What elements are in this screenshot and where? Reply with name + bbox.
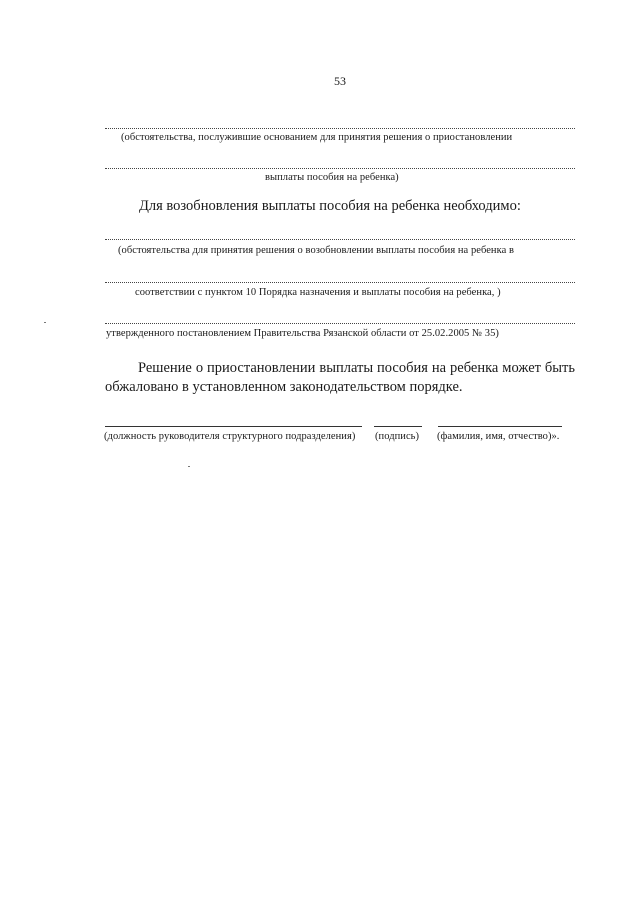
signature-position-line (105, 426, 362, 427)
fill-in-line-1 (105, 128, 575, 129)
caption-suspension-grounds: (обстоятельства, послужившие основанием для принятия решения о приостановлении (121, 132, 513, 143)
scan-speck (188, 466, 190, 467)
name-label: (фамилия, имя, отчество)». (437, 431, 560, 442)
caption-benefit-payment: выплаты пособия на ребенка) (265, 172, 399, 183)
scan-speck (44, 322, 46, 323)
fill-in-line-3 (105, 239, 575, 240)
resume-heading: Для возобновления выплаты пособия на ребенка необходимо: (139, 198, 521, 214)
fill-in-line-4 (105, 282, 575, 283)
appeal-line-1: Решение о приостановлении выплаты пособия на ребенка может быть (138, 360, 575, 376)
appeal-paragraph (105, 359, 575, 397)
caption-resume-grounds: (обстоятельства для принятия решения о возобновлении выплаты пособия на ребенка в (118, 245, 514, 256)
page-number: 53 (334, 74, 346, 88)
fill-in-line-2 (105, 168, 575, 169)
signature-label: (подпись) (375, 431, 420, 442)
position-label: (должность руководителя структурного подразделения) (104, 431, 356, 442)
caption-decree-reference: утвержденного постановлением Правительства Рязанской области от 25.02.2005 № 35) (106, 328, 499, 339)
caption-paragraph-reference: соответствии с пунктом 10 Порядка назначения и выплаты пособия на ребенка, ) (135, 287, 501, 298)
fill-in-line-5 (105, 323, 575, 324)
signature-name-line (438, 426, 562, 427)
signature-line (374, 426, 422, 427)
appeal-line-2: обжаловано в установленном законодательством порядке. (105, 379, 463, 395)
